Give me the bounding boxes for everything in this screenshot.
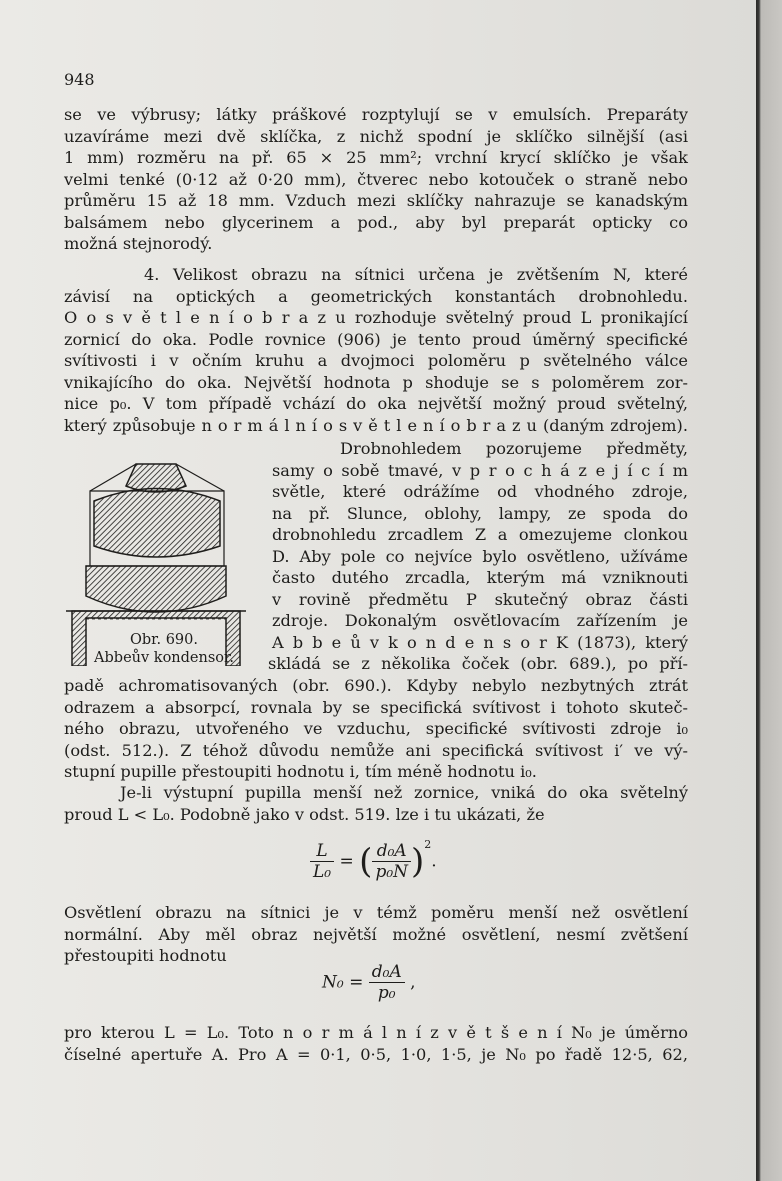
text-line: v rovině předmětu P skutečný obraz části: [272, 589, 688, 609]
fraction-denominator: p₀: [377, 983, 396, 1003]
fraction-denominator: p₀N: [375, 862, 409, 882]
fraction-numerator: d₀A: [369, 962, 405, 983]
text-line: Drobnohledem pozorujeme předměty,: [340, 439, 688, 458]
text-line: často dutého zrcadla, kterým má vzniknouti: [272, 568, 688, 587]
text-line: A b b e ů v k o n d e n s o r K (1873), který: [272, 632, 688, 652]
lower-lens-shape: [86, 566, 226, 612]
text-line: pro kterou L = L₀. Toto n o r m á l n í z v ě t š e n í N₀ je úměrno: [64, 1023, 688, 1042]
text-line: svítivosti i v očním kruhu a dvojmoci poloměru p světelného válce: [64, 351, 688, 370]
text-line: průměru 15 až 18 mm. Vzduch mezi sklíčky nahrazuje se kanadským: [64, 191, 688, 210]
text-line: balsámem nebo glycerinem a pod., aby byl preparát opticky co: [64, 212, 688, 232]
formula-tail: ,: [410, 972, 416, 993]
text-line: ného obrazu, utvořeného ve vzduchu, specifické svítivosti zdroje i₀: [64, 719, 688, 738]
text-line: který způsobuje n o r m á l n í o s v ě t l e n í o b r a z u (daným zdrojem).: [64, 415, 688, 435]
fraction-numerator: d₀A: [372, 841, 411, 862]
text-line: světle, které odrážíme od vhodného zdroje,: [272, 482, 688, 501]
text-line: odrazem a absorpcí, rovnala by se specifická svítivost i tohoto skuteč-: [64, 697, 688, 717]
fraction-lhs: [310, 841, 334, 882]
text-line: drobnohledu zrcadlem Z a omezujeme clonkou: [272, 525, 688, 544]
text-line: Osvětlení obrazu na sítnici je v témž poměru menší než osvětlení: [64, 903, 688, 922]
figure-label: Obr. 690.: [129, 632, 198, 648]
page-number: 948: [64, 70, 95, 89]
paragraph-4: [64, 782, 688, 825]
text-line: se ve výbrusy; látky práškové rozptylují se v emulsích. Preparáty: [64, 105, 688, 124]
text-line: závisí na optických a geometrických konstantách drobnohledu.: [64, 286, 688, 306]
exponent: 2: [424, 838, 432, 851]
text-line: (odst. 512.). Z téhož důvodu nemůže ani specifická svítivost i′ ve vý-: [64, 740, 688, 760]
formula-normal-magnification: N₀ = $\frac{\text{d₀A}}{\text{p₀}}$ ,: [322, 962, 416, 1003]
text-line: přestoupiti hodnotu: [64, 946, 227, 965]
text-line: 4. Velikost obrazu na sítnici určena je zvětšením N, které: [144, 265, 688, 284]
text-line: 1 mm) rozměru na př. 65 × 25 mm²; vrchní krycí sklíčko je však: [64, 148, 688, 167]
paragraph-3-full: [64, 675, 688, 783]
paragraph-3-side: [268, 438, 688, 675]
text-line: proud L < L₀. Podobně jako v odst. 519. lze i tu ukázati, že: [64, 804, 545, 824]
text-line: zornicí do oka. Podle rovnice (906) je tento proud úměrný specifické: [64, 329, 688, 349]
fraction-rhs: [372, 841, 411, 882]
fraction-numerator: L: [310, 841, 334, 862]
formula-tail: .: [431, 851, 437, 872]
text-line: číselné apertuře A. Pro A = 0·1, 0·5, 1·0, 1·5, je N₀ po řadě 12·5, 62,: [64, 1044, 688, 1064]
text-line: D. Aby pole co nejvíce bylo osvětleno, užíváme: [272, 546, 688, 566]
text-line: na př. Slunce, oblohy, lampy, ze spoda do: [272, 503, 688, 523]
text-line: uzavíráme mezi dvě sklíčka, z nichž spodní je sklíčko silnější (asi: [64, 126, 688, 146]
text-line: zdroje. Dokonalým osvětlovacím zařízením je: [272, 611, 688, 630]
paragraph-6: [64, 1022, 688, 1065]
paragraph-1: [64, 104, 688, 255]
formula-lhs: N₀: [322, 972, 344, 993]
text-line: velmi tenké (0·12 až 0·20 mm), čtverec nebo kotouček o straně nebo: [64, 169, 688, 189]
text-line: samy o sobě tmavé, v p r o c h á z e j í c í m: [272, 460, 688, 480]
formula-ratio: $\frac{L}{\text{L₀}}$ = ( $\frac{\text{d₀A}}{\text{p₀N}}$ )$^2$.: [310, 838, 437, 882]
middle-lens-shape: [94, 489, 220, 558]
text-line: stupní pupille přestoupiti hodnotu i, tím méně hodnotu i₀.: [64, 762, 537, 781]
paragraph-2: [64, 264, 688, 436]
top-lens-shape: [126, 464, 186, 492]
text-line: O o s v ě t l e n í o b r a z u rozhoduje světelný proud L pronikající: [64, 308, 688, 327]
text-line: nice p₀. V tom případě vchází do oka největší možný proud světelný,: [64, 394, 688, 413]
text-line: normální. Aby měl obraz největší možné osvětlení, nesmí zvětšení: [64, 924, 688, 944]
text-line: padě achromatisovaných (obr. 690.). Kdyby nebylo nezbytných ztrát: [64, 676, 688, 695]
text-line: skládá se z několika čoček (obr. 689.), po pří-: [268, 654, 688, 673]
text-line: Je-li výstupní pupilla menší než zornice, vniká do oka světelný: [120, 783, 688, 802]
text-line: možná stejnorodý.: [64, 234, 213, 253]
page-edge-shadow: [756, 0, 782, 1181]
figure-title: Abbeův kondensor.: [94, 650, 234, 666]
fraction-denominator: L₀: [313, 862, 332, 882]
text-line: vnikajícího do oka. Největší hodnota p shoduje se s poloměrem zor-: [64, 372, 688, 392]
fraction: [369, 962, 405, 1003]
paragraph-5: [64, 902, 688, 967]
